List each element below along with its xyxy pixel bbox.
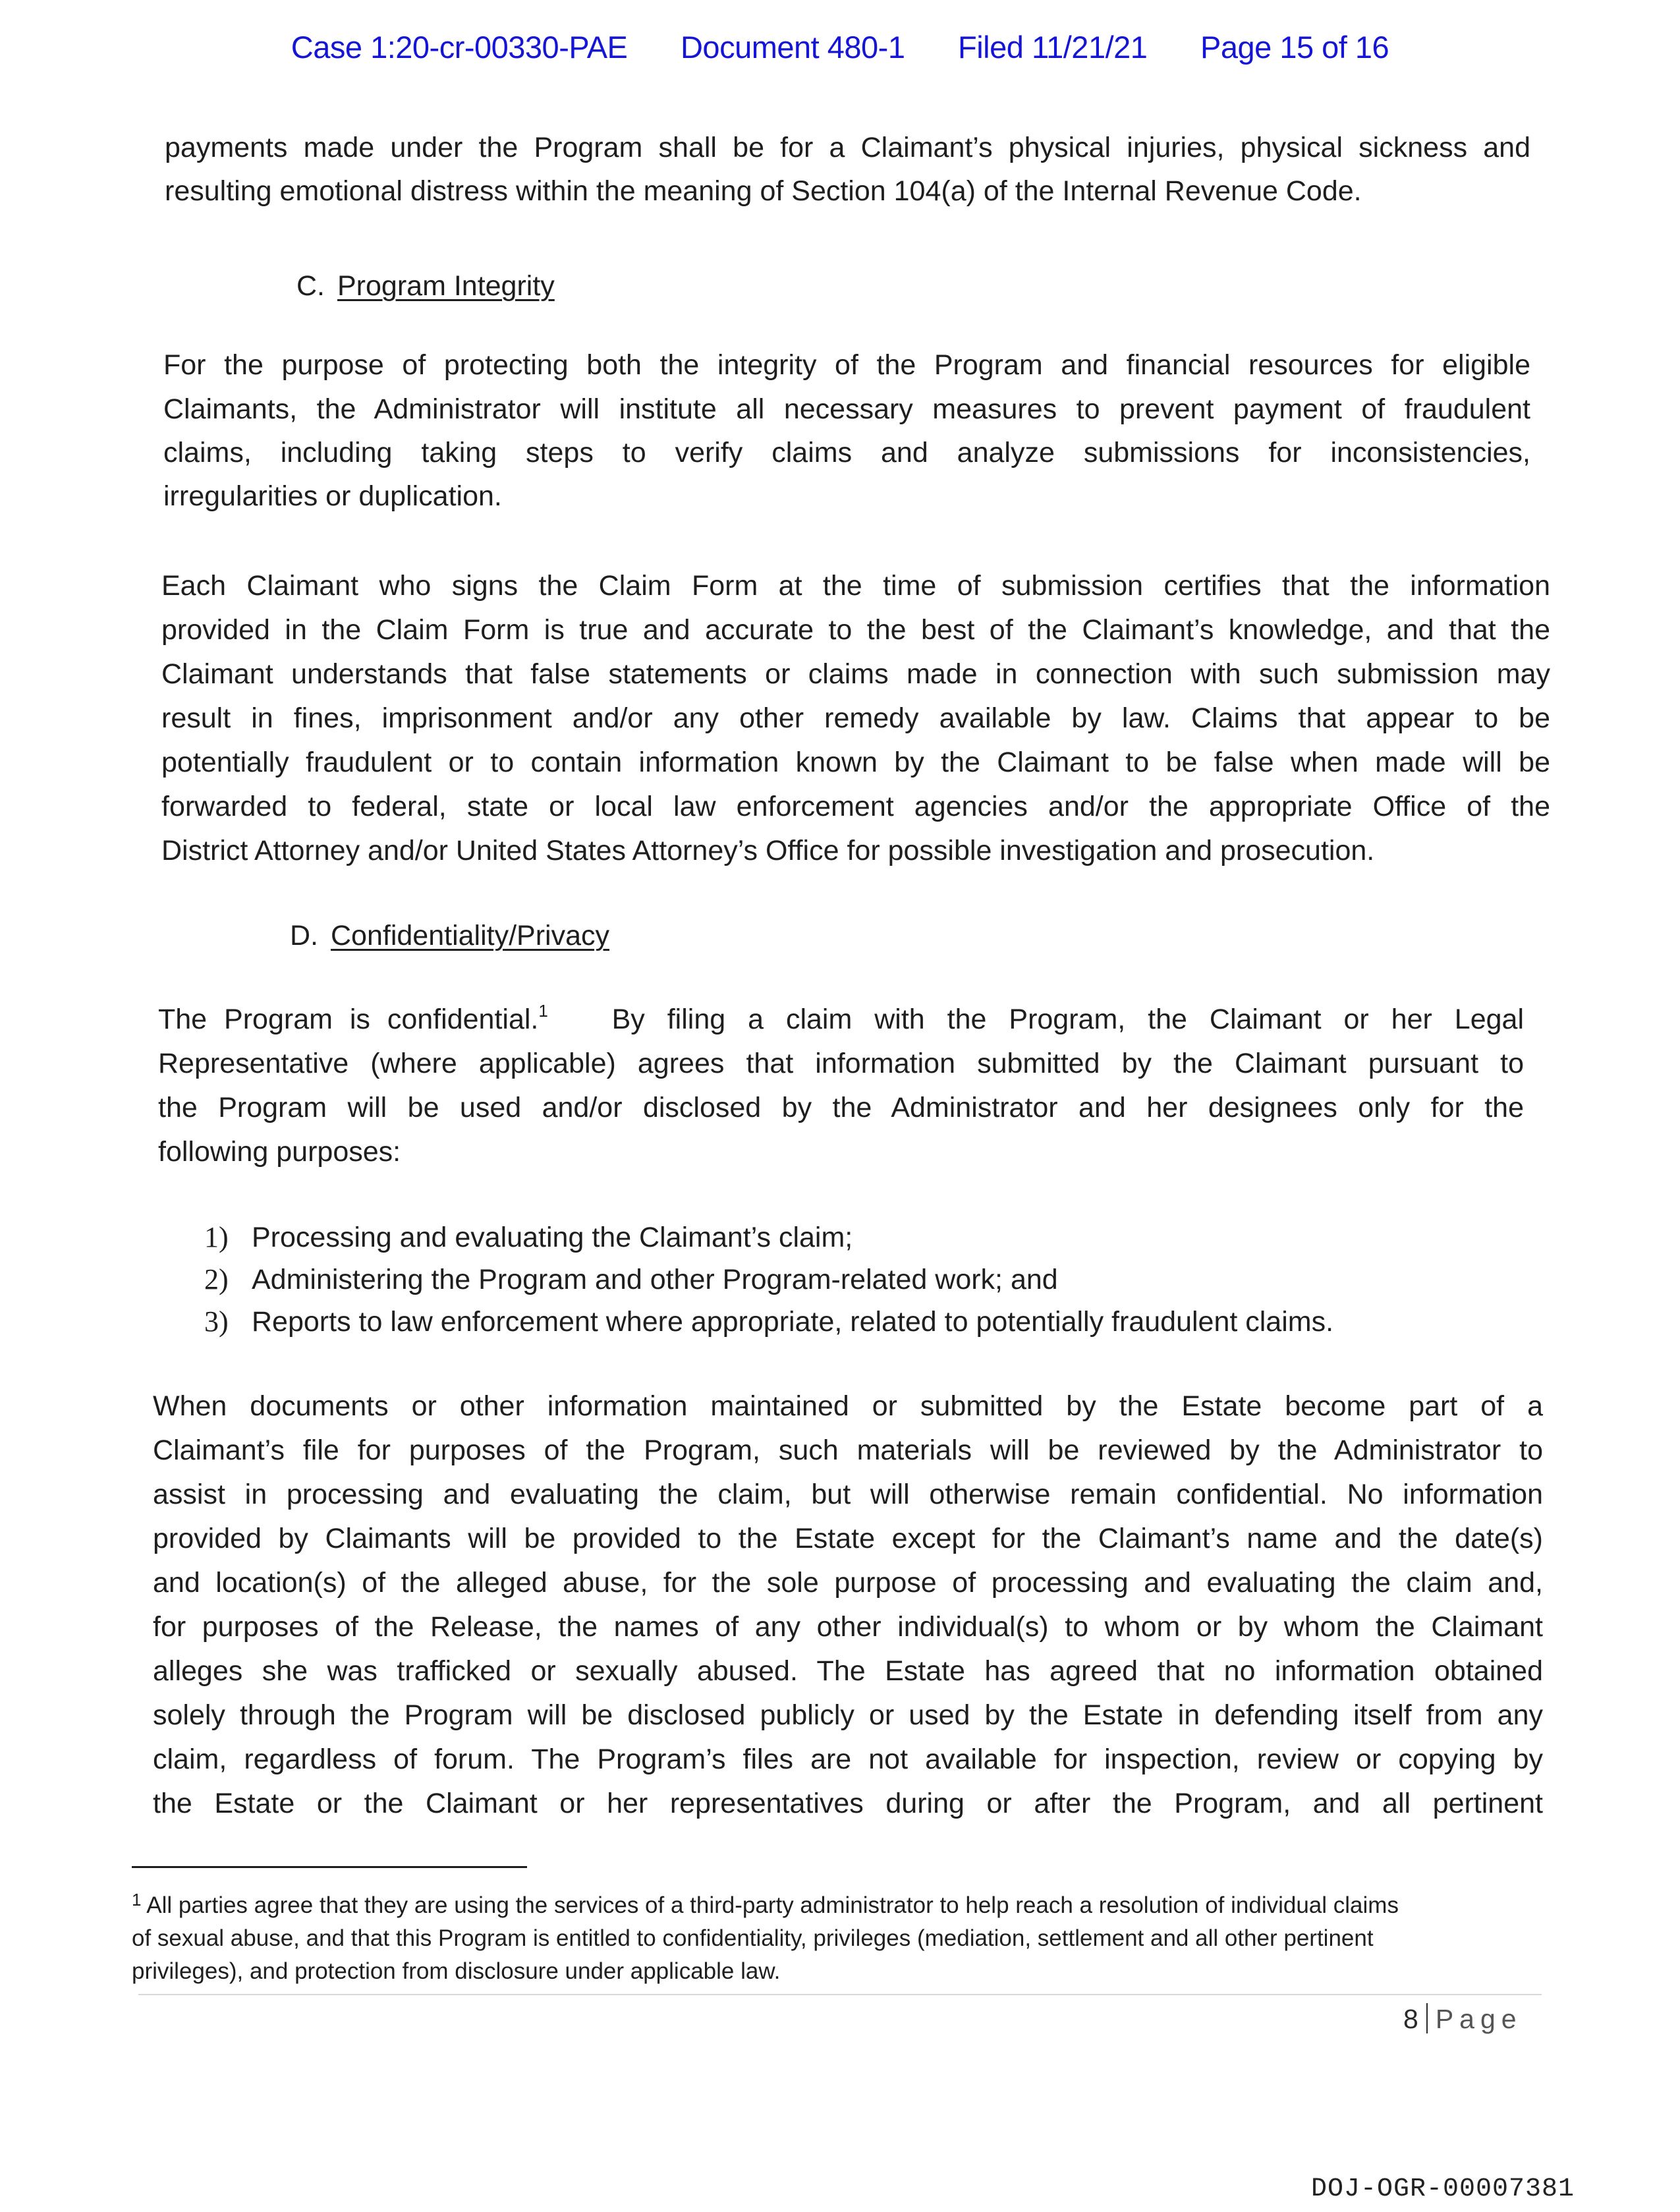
body-line: claim, regardless of forum. The Program’s files are not available for inspection, review or copying by [153,1744,1543,1775]
page-count: Page 15 of 16 [1200,30,1389,65]
ecf-header-stamp [0,29,1680,65]
body-line: provided in the Claim Form is true and accurate to the best of the Claimant’s knowledge, and that the [161,614,1550,646]
section-heading-d [290,920,609,952]
body-line: alleges she was trafficked or sexually abused. The Estate has agreed that no information obtained [153,1655,1543,1687]
body-text: By filing a claim with the Program, the Claimant or her Legal [611,1004,1524,1035]
footnote-marker: 1 [132,1890,142,1910]
list-number: 2) [204,1263,229,1295]
filed-date: Filed 11/21/21 [958,30,1148,65]
body-line [158,1001,1524,1036]
footnote-reference[interactable]: 1 [538,1001,548,1021]
body-line: payments made under the Program shall be for a Claimant’s physical injuries, physical sickness and [165,132,1530,163]
list-text: Reports to law enforcement where appropriate, related to potentially fraudulent claims. [252,1306,1334,1338]
section-letter: C. [296,270,325,302]
body-line: assist in processing and evaluating the claim, but will otherwise remain confidential. No information [153,1479,1543,1510]
list-text: Administering the Program and other Program-related work; and [252,1264,1058,1295]
body-line: solely through the Program will be disclosed publicly or used by the Estate in defending itself from any [153,1699,1543,1731]
list-number: 3) [204,1305,229,1338]
section-title: Confidentiality/Privacy [331,920,610,951]
footer-divider [138,1994,1542,1995]
body-line: Representative (where applicable) agrees that information submitted by the Claimant pursuant to [158,1048,1524,1079]
document-number: Document 480-1 [680,30,905,65]
section-heading-c [296,270,555,302]
body-line: for purposes of the Release, the names of any other individual(s) to whom or by whom the Claimant [153,1611,1543,1643]
footnote-line: privileges), and protection from disclosure under applicable law. [132,1958,781,1984]
body-line: Claimants, the Administrator will institute all necessary measures to prevent payment of fraudulent [163,393,1530,425]
body-line: following purposes: [158,1136,401,1168]
page-number [1403,2003,1523,2035]
list-item [204,1262,1058,1296]
body-line: resulting emotional distress within the meaning of Section 104(a) of the Internal Revenue Code. [165,175,1362,207]
body-line: provided by Claimants will be provided to the Estate except for the Claimant’s name and the date(s) [153,1523,1543,1554]
footnote-line: of sexual abuse, and that this Program is entitled to confidentiality, privileges (mediation, settlement and all other pertinent [132,1925,1374,1951]
body-line: claims, including taking steps to verify claims and analyze submissions for inconsistencies, [163,437,1530,468]
body-line: Claimant’s file for purposes of the Program, such materials will be reviewed by the Administrator to [153,1434,1543,1466]
section-title: Program Integrity [337,270,555,302]
body-line: result in fines, imprisonment and/or any other remedy available by law. Claims that appear to be [161,702,1550,734]
body-text: The Program is confidential. [158,1004,539,1035]
body-line: and location(s) of the alleged abuse, for the sole purpose of processing and evaluating the claim and, [153,1567,1543,1599]
body-line: forwarded to federal, state or local law enforcement agencies and/or the appropriate Office of the [161,791,1550,822]
body-line: Each Claimant who signs the Claim Form at the time of submission certifies that the information [161,570,1550,602]
body-line: potentially fraudulent or to contain information known by the Claimant to be false when made will be [161,747,1550,778]
body-line: the Program will be used and/or disclosed by the Administrator and her designees only for the [158,1092,1524,1123]
page-number-divider [1426,2003,1428,2033]
body-line: Claimant understands that false statements or claims made in connection with such submission may [161,658,1550,690]
bates-number: DOJ-OGR-00007381 [1311,2174,1575,2204]
footnote-separator [132,1866,527,1868]
list-item [204,1220,853,1254]
body-line: irregularities or duplication. [163,480,502,512]
page-number-value: 8 [1403,2004,1418,2034]
body-line: the Estate or the Claimant or her representatives during or after the Program, and all pertinent [153,1788,1543,1819]
footnote-text: All parties agree that they are using the services of a third-party administrator to help reach a resolution of individual claims [141,1892,1399,1918]
list-number: 1) [204,1221,229,1253]
page-label: Page [1435,2004,1523,2034]
body-line: For the purpose of protecting both the integrity of the Program and financial resources for eligible [163,349,1530,381]
section-letter: D. [290,920,318,951]
list-text: Processing and evaluating the Claimant’s claim; [252,1222,853,1253]
body-line: District Attorney and/or United States Attorney’s Office for possible investigation and prosecution. [161,835,1375,866]
footnote-line [132,1892,1399,1919]
body-line: When documents or other information maintained or submitted by the Estate become part of a [153,1390,1543,1422]
case-number: Case 1:20-cr-00330-PAE [291,30,628,65]
list-item [204,1305,1333,1338]
